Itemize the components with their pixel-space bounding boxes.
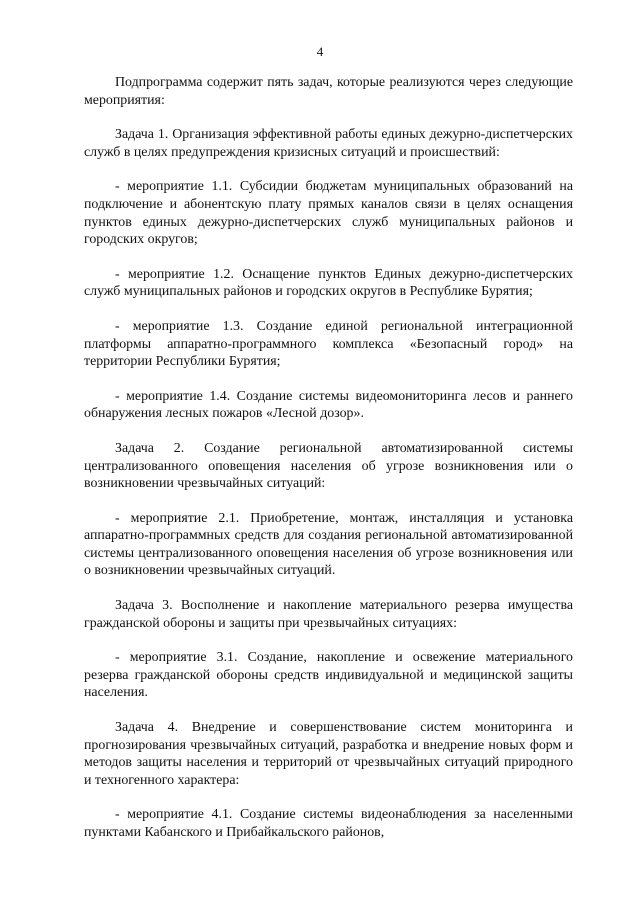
paragraph-measure-1-4: - мероприятие 1.4. Создание системы видеомониторинга лесов и раннего обнаружения лесных пожаров «Лесной дозор». <box>84 388 573 422</box>
page-number: 4 <box>316 44 324 59</box>
paragraph-measure-1-1: - мероприятие 1.1. Субсидии бюджетам муниципальных образований на подключение и абонентскую плату прямых каналов связи в целях оснащения пунктов единых дежурно-диспетчерских служб муниципальных районов и городских округов; <box>84 179 573 248</box>
paragraph-task-1: Задача 1. Организация эффективной работы единых дежурно-диспетчерских служб в целях предупреждения кризисных ситуаций и происшествий: <box>84 127 573 160</box>
paragraph-measure-3-1: - мероприятие 3.1. Создание, накопление и освежение материального резерва гражданской обороны средств индивидуальной и медицинской защиты населения. <box>84 650 573 701</box>
paragraph-intro: Подпрограмма содержит пять задач, которые реализуются через следующие мероприятия: <box>84 75 573 108</box>
paragraph-task-2: Задача 2. Создание региональной автоматизированной системы централизованного оповещения населения об угрозе возникновения или о возникновении чрезвычайных ситуаций: <box>84 440 573 492</box>
paragraph-measure-2-1: - мероприятие 2.1. Приобретение, монтаж, инсталляция и установка аппаратно-программных средств для создания региональной автоматизированной системы централизованного оповещения населения об угрозе возникновения или о возникновении чрезвычайных ситуаций. <box>84 510 573 579</box>
paragraph-task-4: Задача 4. Внедрение и совершенствование систем мониторинга и прогнозирования чрезвычайных ситуаций, разработка и внедрение новых форм и методов защиты населения и территорий от чрезвычайных ситуаций природного и техногенного характера: <box>84 720 573 788</box>
document-body <box>84 74 573 859</box>
paragraph-measure-1-2: - мероприятие 1.2. Оснащение пунктов Единых дежурно-диспетчерских служб муниципальных районов и городских округов в Республике Бурятия; <box>84 266 573 300</box>
paragraph-measure-1-3: - мероприятие 1.3. Создание единой региональной интеграционной платформы аппаратно-программного комплекса «Безопасный город» на территории Республики Бурятия; <box>84 318 573 370</box>
paragraph-task-3: Задача 3. Восполнение и накопление материального резерва имущества гражданской обороны и защиты при чрезвычайных ситуациях: <box>84 598 573 631</box>
paragraph-measure-4-1: - мероприятие 4.1. Создание системы видеонаблюдения за населенными пунктами Кабанского и Прибайкальского районов, <box>84 807 573 840</box>
